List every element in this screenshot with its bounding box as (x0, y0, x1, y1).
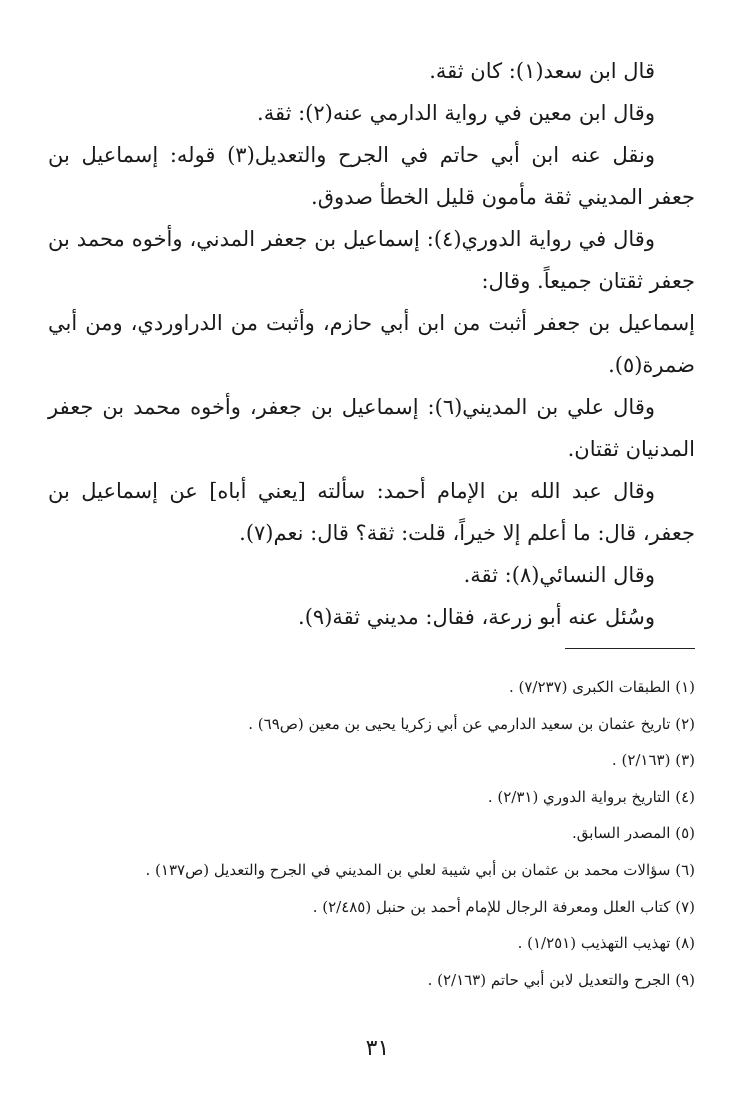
paragraph-duri: وقال في رواية الدوري(٤): إسماعيل بن جعفر المدني، وأخوه محمد بن جعفر ثقتان جميعاً. وقال: (48, 227, 695, 293)
footnote: (٥) المصدر السابق. (572, 824, 695, 843)
paragraph-quote-ismail: إسماعيل بن جعفر أثبت من ابن أبي حازم، وأثبت من الدراوردي، ومن أبي ضمرة(٥). (48, 311, 695, 377)
page-number: ٣١ (365, 1036, 390, 1061)
paragraph-ibn-saad: قال ابن سعد(١): كان ثقة. (429, 59, 655, 83)
footnote: (٨) تهذيب التهذيب (١/٢٥١) . (517, 934, 695, 953)
footnote: (٩) الجرح والتعديل لابن أبي حاتم (٢/١٦٣) . (427, 970, 695, 989)
footnotes (48, 672, 695, 1001)
main-text (48, 50, 695, 638)
footnote: (٧) كتاب العلل ومعرفة الرجال للإمام أحمد بن حنبل (٢/٤٨٥) . (312, 897, 695, 916)
paragraph-ibn-abi-hatim: ونقل عنه ابن أبي حاتم في الجرح والتعديل(٣) قوله: إسماعيل بن جعفر المديني ثقة مأمون قليل الخطأ صدوق. (48, 143, 695, 209)
footnote: (٦) سؤالات محمد بن عثمان بن أبي شيبة لعلي بن المديني في الجرح والتعديل (ص١٣٧) . (145, 860, 695, 879)
footnote: (٤) التاريخ برواية الدوري (٢/٣١) . (487, 787, 695, 806)
footnote: (٣) (٢/١٦٣) . (611, 751, 695, 770)
paragraph-nasai: وقال النسائي(٨): ثقة. (463, 563, 655, 587)
footnote: (٢) تاريخ عثمان بن سعيد الدارمي عن أبي زكريا يحيى بن معين (ص٦٩) . (248, 714, 695, 733)
paragraph-ali-madini: وقال علي بن المديني(٦): إسماعيل بن جعفر، وأخوه محمد بن جعفر المدنيان ثقتان. (48, 395, 695, 461)
paragraph-abdullah-ahmad: وقال عبد الله بن الإمام أحمد: سألته [يعني أباه] عن إسماعيل بن جعفر، قال: ما أعلم إلا خيراً، قلت: ثقة؟ قال: نعم(٧). (48, 479, 695, 545)
paragraph-ibn-maeen: وقال ابن معين في رواية الدارمي عنه(٢): ثقة. (257, 101, 655, 125)
footnote: (١) الطبقات الكبرى (٧/٢٣٧) . (508, 678, 695, 696)
footnote-divider (565, 648, 695, 649)
paragraph-abu-zura: وسُئل عنه أبو زرعة، فقال: مديني ثقة(٩). (298, 605, 655, 629)
